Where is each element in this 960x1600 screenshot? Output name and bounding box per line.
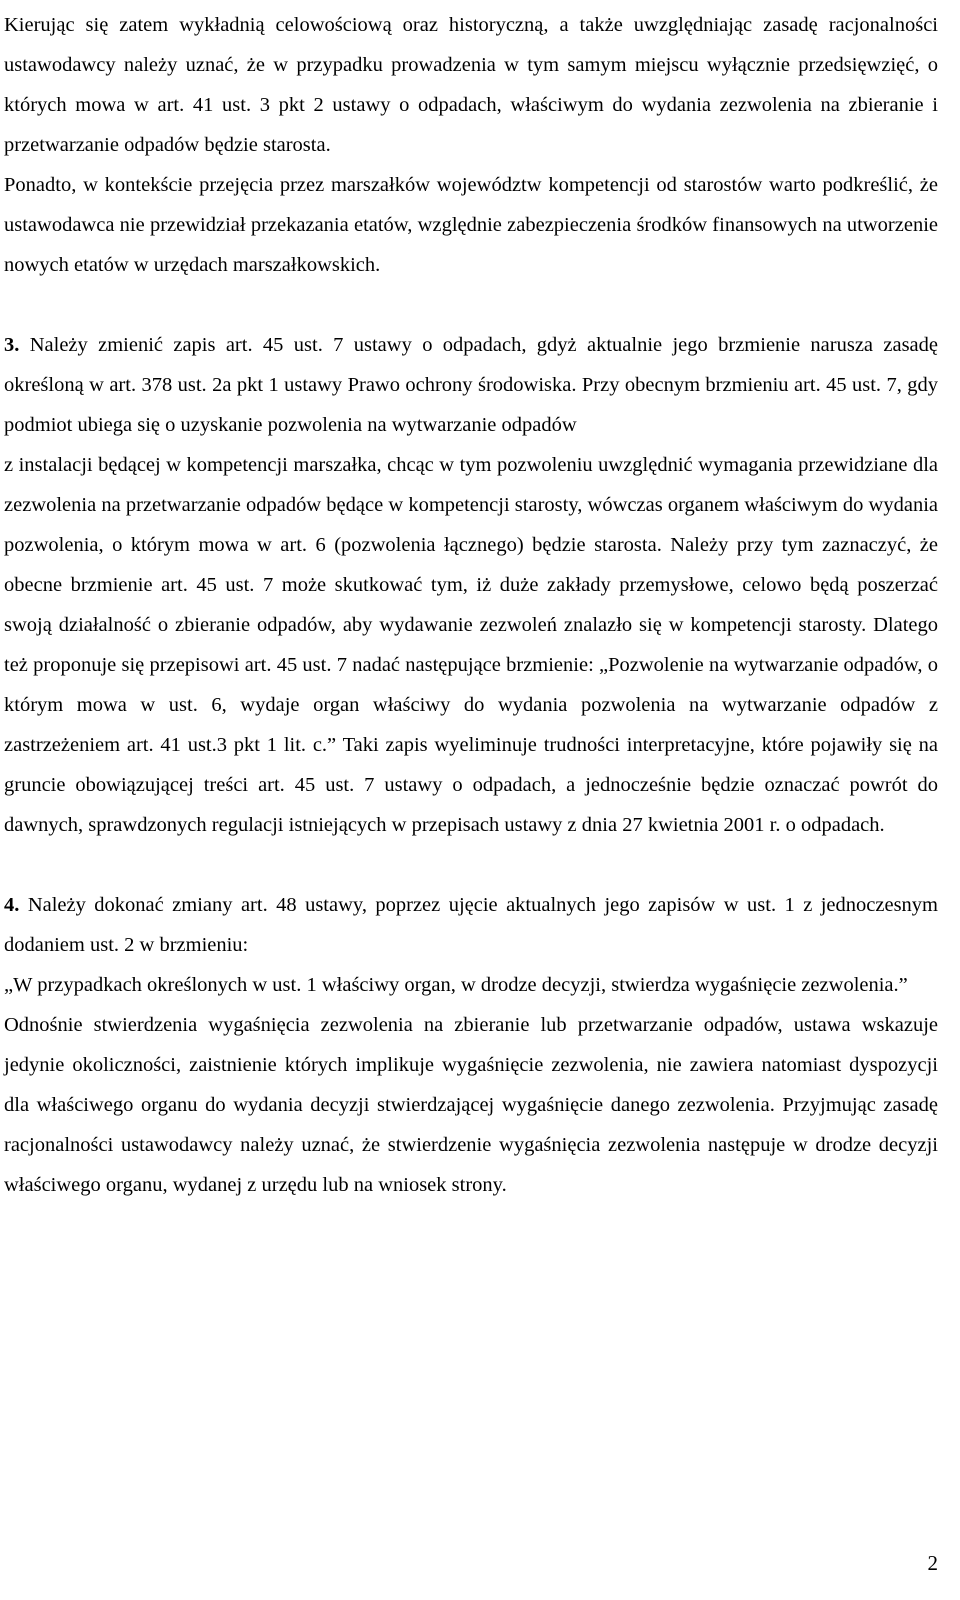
paragraph-interpretation: Kierując się zatem wykładnią celowościową oraz historyczną, a także uwzględniając zasadę racjonalności ustawodawcy należy uznać, że w przypadku prowadzenia w tym samym miejscu wyłącznie przedsięwzięć, o których mowa w art. 41 ust. 3 pkt 2 ustawy o odpadach, właściwym do wydania zezwolenia na zbieranie i przetwarzanie odpadów będzie starosta.	[4, 14, 938, 156]
paragraph-point-4	[4, 885, 938, 965]
paragraph-expiry-decision: Odnośnie stwierdzenia wygaśnięcia zezwolenia na zbieranie lub przetwarzanie odpadów, ustawa wskazuje jedynie okoliczności, zaistnienie których implikuje wygaśnięcie zezwolenia, nie zawiera natomiast dyspozycji dla właściwego organu do wydania decyzji stwierdzającej wygaśnięcie danego zezwolenia. Przyjmując zasadę racjonalności ustawodawcy należy uznać, że stwierdzenie wygaśnięcia zezwolenia następuje w drodze decyzji właściwego organu, wydanej z urzędu lub na wniosek strony.	[4, 1014, 938, 1196]
paragraph-quoted-provision: „W przypadkach określonych w ust. 1 właściwy organ, w drodze decyzji, stwierdza wygaśnięcie zezwolenia.”	[4, 974, 908, 996]
point-3-text: Należy zmienić zapis art. 45 ust. 7 ustawy o odpadach, gdyż aktualnie jego brzmienie narusza zasadę określoną w art. 378 ust. 2a pkt 1 ustawy Prawo ochrony środowiska. Przy obecnym brzmieniu art. 45 ust. 7, gdy podmiot ubiega się o uzyskanie pozwolenia na wytwarzanie odpadów	[4, 334, 939, 436]
point-4-text: Należy dokonać zmiany art. 48 ustawy, poprzez ujęcie aktualnych jego zapisów w ust. 1 z jednoczesnym dodaniem ust. 2 w brzmieniu:	[4, 894, 938, 956]
page-number: 2	[927, 1551, 938, 1575]
paragraph-spacer	[4, 845, 938, 885]
paragraph-point-3-continued: z instalacji będącej w kompetencji marszałka, chcąc w tym pozwoleniu uwzględnić wymagania przewidziane dla zezwolenia na przetwarzanie odpadów będące w kompetencji starosty, wówczas organem właściwym do wydania pozwolenia, o którym mowa w art. 6 (pozwolenia łącznego) będzie starosta. Należy przy tym zaznaczyć, że obecne brzmienie art. 45 ust. 7 może skutkować tym, iż duże zakłady przemysłowe, celowo będą poszerzać swoją działalność o zbieranie odpadów, aby wydawanie zezwoleń znalazło się w kompetencji starosty. Dlatego też proponuje się przepisowi art. 45 ust. 7 nadać następujące brzmienie: „Pozwolenie na wytwarzanie odpadów, o którym mowa w ust. 6, wydaje organ właściwy do wydania pozwolenia na wytwarzanie odpadów z zastrzeżeniem art. 41 ust.3 pkt 1 lit. c.” Taki zapis wyeliminuje trudności interpretacyjne, które pojawiły się na gruncie obowiązującej treści art. 45 ust. 7 ustawy o odpadach, a jednocześnie będzie oznaczać powrót do dawnych, sprawdzonych regulacji istniejących w przepisach ustawy z dnia 27 kwietnia 2001 r. o odpadach.	[4, 454, 938, 836]
paragraph-competences: Ponadto, w kontekście przejęcia przez marszałków województw kompetencji od starostów warto podkreślić, że ustawodawca nie przewidział przekazania etatów, względnie zabezpieczenia środków finansowych na utworzenie nowych etatów w urzędach marszałkowskich.	[4, 174, 938, 276]
point-number-3: 3.	[4, 334, 20, 356]
paragraph-point-3	[4, 325, 938, 445]
paragraph-spacer	[4, 285, 938, 325]
point-number-4: 4.	[4, 894, 20, 916]
document-page	[4, 0, 938, 1600]
